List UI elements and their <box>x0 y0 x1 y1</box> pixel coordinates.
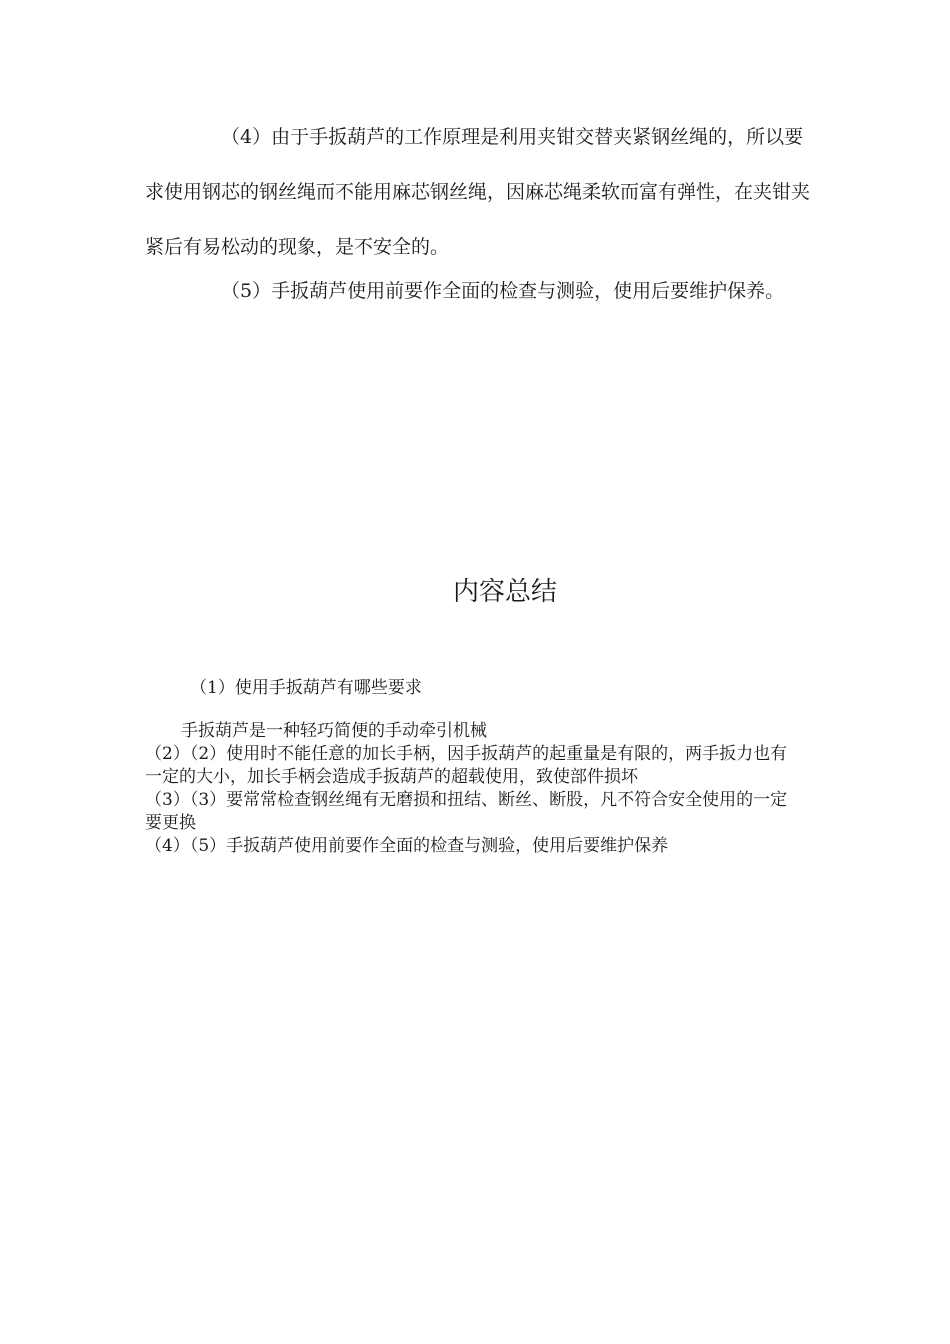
summary-item: （2）（2）使用时不能任意的加长手柄，因手扳葫芦的起重量是有限的，两手扳力也有一定的大小，加长手柄会造成手扳葫芦的超载使用，致使部件损坏 <box>145 744 788 787</box>
paragraph-4: （4）由于手扳葫芦的工作原理是利用夹钳交替夹紧钢丝绳的，所以要求使用钢芯的钢丝绳而不能用麻芯钢丝绳，因麻芯绳柔软而富有弹性，在夹钳夹紧后有易松动的现象，是不安全的。 <box>145 126 811 258</box>
summary-item: 手扳葫芦是一种轻巧简便的手动牵引机械 <box>181 721 487 741</box>
summary-list <box>145 720 795 858</box>
summary-question: （1）使用手扳葫芦有哪些要求 <box>190 678 422 698</box>
paragraph-5: （5）手扳葫芦使用前要作全面的检查与测验，使用后要维护保养。 <box>221 280 785 302</box>
summary-item: （4）（5）手扳葫芦使用前要作全面的检查与测验，使用后要维护保养 <box>145 836 669 856</box>
summary-item: （3）（3）要常常检查钢丝绳有无磨损和扭结、断丝、断股，凡不符合安全使用的一定要更换 <box>145 790 788 833</box>
summary-title: 内容总结 <box>452 577 557 607</box>
